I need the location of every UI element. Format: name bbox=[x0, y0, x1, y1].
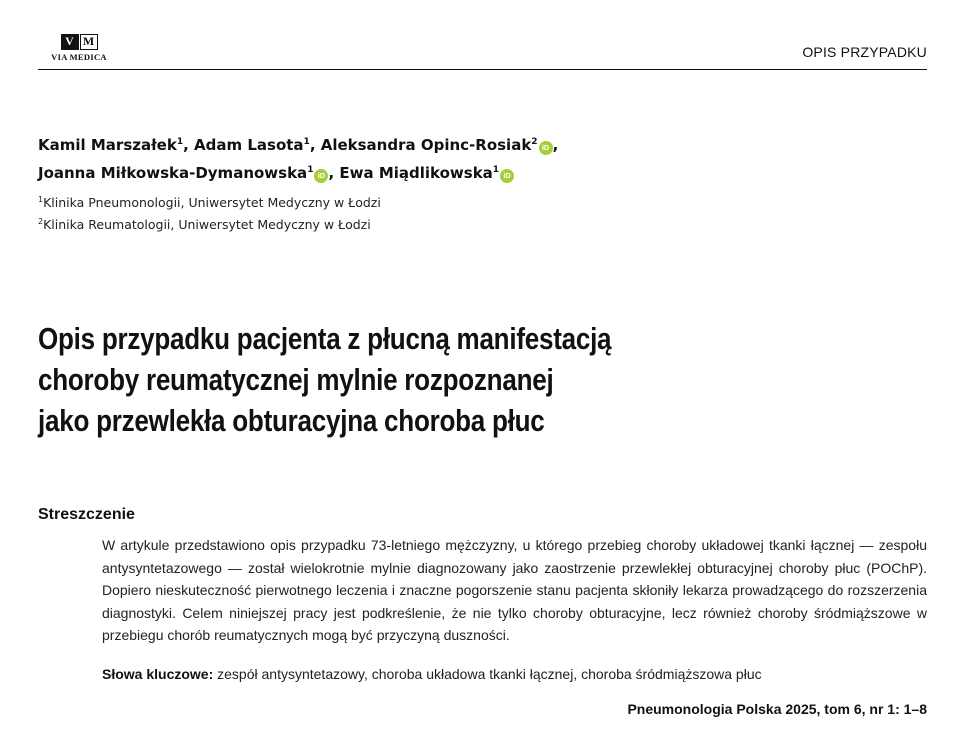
orcid-icon[interactable]: iD bbox=[314, 169, 328, 183]
title-line: choroby reumatycznej mylnie rozpoznanej bbox=[38, 362, 554, 397]
author-name: Joanna Miłkowska-Dymanowska bbox=[38, 164, 308, 182]
abstract-body: W artykule przedstawiono opis przypadku 73-letniego mężczyzny, u którego przebieg choroby układowej tkanki łącznej — zespołu antysyntetazowego — został wielokrotnie mylnie diagnozowany jako zaostrzenie przewlekłej obturacyjnej choroby płuc (POChP). Dopiero nieskuteczność pierwotnego leczenia i znaczne pogorszenie stanu pacjenta skłoniły lekarza prowadzącego do rozszerzenia diagnostyki. Celem niniejszej pracy jest podkreślenie, że nie tylko choroby obturacyjne, lecz również choroby śródmiąższowe w przebiegu chorób reumatycznych mogą być przyczyną duszności. bbox=[102, 537, 927, 643]
title-line: Opis przypadku pacjenta z płucną manifestacją bbox=[38, 321, 612, 356]
author-name: Aleksandra Opinc-Rosiak bbox=[320, 136, 532, 154]
affiliation-text: Klinika Pneumonologii, Uniwersytet Medyczny w Łodzi bbox=[43, 195, 381, 210]
journal-citation: Pneumonologia Polska 2025, tom 6, nr 1: 1–8 bbox=[627, 701, 927, 717]
author-name: Adam Lasota bbox=[194, 136, 304, 154]
logo-letter-v: V bbox=[61, 34, 79, 50]
keywords-label: Słowa kluczowe: bbox=[102, 666, 214, 682]
abstract-heading: Streszczenie bbox=[38, 506, 135, 523]
author-line-1: Kamil Marszałek$^1$, Adam Lasota$^1$, Aleksandra Opinc-Rosiak$^2$iD , bbox=[38, 136, 559, 154]
affiliation-list bbox=[38, 190, 381, 234]
author-list bbox=[38, 130, 558, 186]
affiliation-text: Klinika Reumatologii, Uniwersytet Medyczny w Łodzi bbox=[43, 217, 371, 232]
section-label: OPIS PRZYPADKU bbox=[802, 44, 927, 60]
affiliation-number: 2 bbox=[38, 217, 44, 226]
author-affiliation-ref: 1 bbox=[492, 165, 500, 175]
keywords-text: zespół antysyntetazowy, choroba układowa tkanki łącznej, choroba śródmiąższowa płuc bbox=[217, 666, 762, 682]
author-affiliation-ref: 1 bbox=[307, 165, 314, 175]
keywords bbox=[102, 666, 762, 682]
author-name: Kamil Marszałek bbox=[38, 136, 177, 154]
title-line: jako przewlekła obturacyjna choroba płuc bbox=[38, 403, 545, 438]
author-line-2: Joanna Miłkowska-Dymanowska$^1$iD , Ewa Miądlikowska$^1$iD bbox=[38, 158, 558, 186]
affiliation-item bbox=[38, 212, 381, 234]
orcid-icon[interactable]: iD bbox=[500, 169, 514, 183]
author-affiliation-ref: 2 bbox=[531, 137, 538, 147]
publisher-logo bbox=[47, 34, 111, 62]
logo-mark bbox=[47, 34, 111, 50]
orcid-icon[interactable]: iD bbox=[539, 141, 553, 155]
article-title bbox=[38, 318, 626, 441]
affiliation-number: 1 bbox=[38, 195, 44, 204]
logo-text: VIA MEDICA bbox=[51, 52, 107, 62]
author-name: Ewa Miądlikowska bbox=[339, 164, 493, 182]
header-divider bbox=[38, 69, 927, 70]
author-affiliation-ref: 1 bbox=[303, 137, 310, 147]
affiliation-item bbox=[38, 190, 381, 212]
logo-letter-m: M bbox=[80, 34, 98, 50]
author-affiliation-ref: 1 bbox=[176, 137, 184, 147]
